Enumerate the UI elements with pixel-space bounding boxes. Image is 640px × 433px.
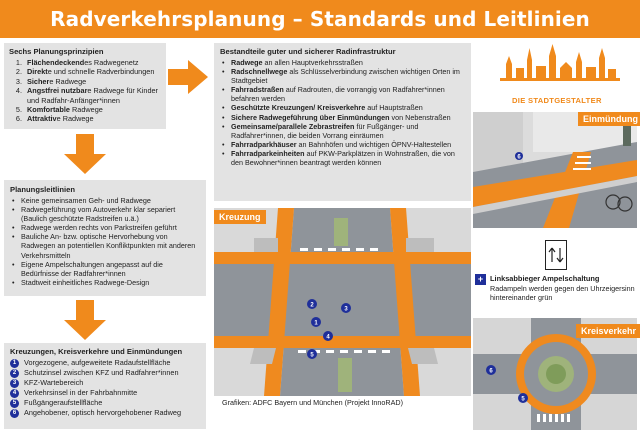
svg-text:5: 5 bbox=[310, 352, 314, 359]
list-item: 6 Angehobener, optisch hervorgehobener Radweg bbox=[10, 408, 200, 418]
list-item: • Radwege werden rechts von Parkstreifen geführt bbox=[10, 223, 200, 232]
list-item: 2. Direkte und schnelle Radverbindungen bbox=[15, 67, 155, 77]
left-turn-text: Radampeln werden gegen den Uhrzeigersinn hintereinander grün bbox=[490, 284, 635, 302]
list-item: 6. Attraktive Radwege bbox=[15, 114, 94, 124]
list-item: • Radwegeführung vom Autoverkehr klar separiert (Baulich geschützte Radstreifen u.ä.) bbox=[10, 205, 200, 223]
guidelines-heading: Planungsleitlinien bbox=[10, 185, 75, 194]
infrastructure-heading: Bestandteile guter und sicherer Radinfrastruktur bbox=[220, 47, 396, 56]
svg-text:3: 3 bbox=[344, 306, 348, 313]
list-item: 4. Angstfrei nutzbare Radwege für Kinder und Radfahr-Anfänger*innen bbox=[15, 86, 158, 105]
list-item: • Bauliche An- bzw. optische Hervorhebung von Radwegen an potentiellen Konfliktpunkten mit anderen Verkehrsmitteln bbox=[10, 232, 200, 259]
left-turn-plus-icon: + bbox=[475, 274, 486, 285]
list-item: • Radwege an allen Hauptverkehrsstraßen bbox=[220, 58, 465, 67]
title-banner bbox=[0, 0, 640, 38]
crossings-box bbox=[4, 343, 206, 429]
traffic-light-icon bbox=[545, 240, 567, 270]
number-badge: 1 bbox=[10, 359, 19, 368]
svg-text:6: 6 bbox=[489, 368, 493, 375]
list-item: 5 Fußgängeraufstellfläche bbox=[10, 398, 200, 408]
list-item: • Keine gemeinsamen Geh- und Radwege bbox=[10, 196, 200, 205]
logo-text: DIE STADTGESTALTER bbox=[512, 96, 602, 105]
list-item: 2 Schutzinsel zwischen KFZ und Radfahrer*innen bbox=[10, 368, 200, 378]
list-item: 4 Verkehrsinsel in der Fahrbahnmitte bbox=[10, 388, 200, 398]
number-badge: 4 bbox=[10, 389, 19, 398]
label-kreuzung: Kreuzung bbox=[214, 210, 266, 224]
label-einmuendung: Einmündung bbox=[578, 112, 640, 126]
list-item: • Fahrradparkeinheiten auf PKW-Parkplätzen in Wohnstraßen, die von den Bewohner*innen beantragt werden können bbox=[220, 149, 465, 167]
list-item: 1 Vorgezogene, aufgeweitete Radaufstellfläche bbox=[10, 358, 200, 368]
list-item: • Eigene Ampelschaltungen angepasst auf die Bedürfnisse der Radfahrer*innen bbox=[10, 260, 200, 278]
number-badge: 3 bbox=[10, 379, 19, 388]
list-item: 1. Flächendeckendes Radwegenetz bbox=[15, 58, 139, 67]
list-item: 3 KFZ-Wartebereich bbox=[10, 378, 200, 388]
svg-text:4: 4 bbox=[326, 334, 330, 341]
list-item: • Sichere Radwegeführung über Einmündungen von Nebenstraßen bbox=[220, 113, 465, 122]
list-item: • Fahrradparkhäuser an Bahnhöfen und wichtigen ÖPNV-Haltestellen bbox=[220, 140, 465, 149]
list-item: • Radschnellwege als Schlüsselverbindung zwischen wichtigen Orten im Stadtgebiet bbox=[220, 67, 465, 85]
number-badge: 6 bbox=[10, 409, 19, 418]
number-badge: 2 bbox=[10, 369, 19, 378]
kreuzung-illustration bbox=[214, 208, 471, 396]
svg-text:2: 2 bbox=[310, 302, 314, 309]
infrastructure-box bbox=[214, 43, 471, 201]
einmuendung-illustration bbox=[473, 112, 637, 228]
crossings-list bbox=[10, 358, 200, 418]
svg-text:6: 6 bbox=[517, 154, 521, 161]
number-badge: 5 bbox=[10, 399, 19, 408]
left-turn-title: Linksabbieger Ampelschaltung bbox=[490, 274, 600, 283]
list-item: • Stadtweit einheitliches Radwege-Design bbox=[10, 278, 200, 287]
svg-text:5: 5 bbox=[521, 396, 525, 403]
infrastructure-list bbox=[220, 58, 465, 167]
list-item: 5. Komfortable Radwege bbox=[15, 105, 103, 115]
page-title: Radverkehrsplanung – Standards und Leitlinien bbox=[50, 7, 590, 31]
city-skyline-logo-icon bbox=[500, 42, 620, 92]
image-credit: Grafiken: ADFC Bayern und München (Projekt InnoRAD) bbox=[222, 398, 403, 407]
guidelines-box bbox=[4, 180, 206, 296]
arrow-right-icon bbox=[168, 60, 208, 94]
list-item: • Geschützte Kreuzungen/ Kreisverkehre auf Hauptstraßen bbox=[220, 103, 465, 112]
svg-text:1: 1 bbox=[314, 320, 318, 327]
crossings-heading: Kreuzungen, Kreisverkehre und Einmündungen bbox=[10, 347, 183, 356]
arrow-down-icon bbox=[64, 300, 106, 340]
label-kreisverkehr: Kreisverkehr bbox=[576, 324, 640, 338]
list-item: 3. Sichere Radwege bbox=[15, 76, 87, 86]
arrow-down-icon bbox=[64, 134, 106, 174]
principles-list bbox=[9, 58, 161, 124]
principles-heading: Sechs Planungsprinzipien bbox=[9, 47, 104, 56]
list-item: • Gemeinsame/parallele Zebrastreifen für Fußgänger- und Radfahrer*innen, die beiden Vorrang einräumen bbox=[220, 122, 465, 140]
guidelines-list bbox=[10, 196, 200, 287]
principles-box bbox=[4, 43, 166, 129]
list-item: • Fahrradstraßen auf Radrouten, die vorrangig von Radfahrer*innen befahren werden bbox=[220, 85, 465, 103]
